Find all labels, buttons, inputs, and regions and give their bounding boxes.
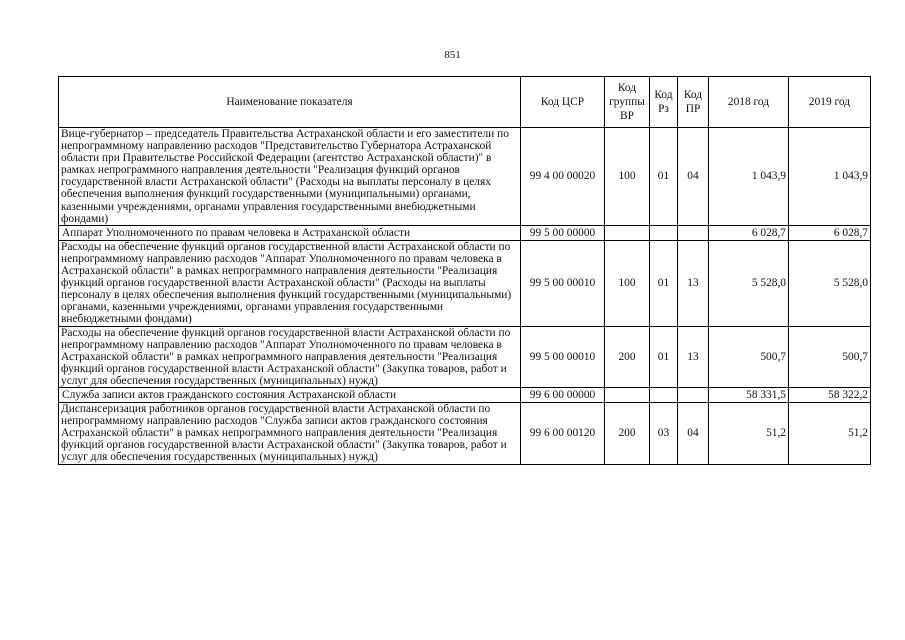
row-amount-2019: 500,7 — [789, 326, 871, 387]
column-header-name: Наименование показателя — [59, 77, 521, 128]
row-pr-code: 04 — [678, 128, 709, 226]
table-header-row — [59, 77, 871, 128]
row-rz-code — [650, 387, 678, 402]
row-csr-code: 99 5 00 00010 — [521, 240, 605, 326]
column-header-csr: Код ЦСР — [521, 77, 605, 128]
row-pr-code: 13 — [678, 326, 709, 387]
row-csr-code: 99 5 00 00000 — [521, 225, 605, 240]
row-amount-2019: 1 043,9 — [789, 128, 871, 226]
column-header-vr: Код группы ВР — [605, 77, 650, 128]
row-name: Расходы на обеспечение функций органов государственной власти Астраханской области по непрограммному направлению расходов "Аппарат Уполномоченного по правам человека в Астраханской области" в рамках непрограммного направления деятельности "Реализация функций органов государственной власти Астраханской области" (Закупка товаров, работ и услуг для обеспечения государственных (муниципальных) нужд) — [59, 326, 521, 387]
table-row — [59, 387, 871, 402]
row-amount-2019: 5 528,0 — [789, 240, 871, 326]
row-amount-2018: 1 043,9 — [709, 128, 789, 226]
row-name: Служба записи актов гражданского состояния Астраханской области — [59, 387, 521, 402]
row-pr-code: 04 — [678, 403, 709, 464]
row-name: Расходы на обеспечение функций органов государственной власти Астраханской области по непрограммному направлению расходов "Аппарат Уполномоченного по правам человека в Астраханской области" в рамках непрограммного направления деятельности "Реализация функций органов государственной власти Астраханской области" (Расходы на выплаты персоналу в целях обеспечения выполнения функций государственными (муниципальными) органами, казенными учреждениями, органами управления государственными внебюджетными фондами) — [59, 240, 521, 326]
row-name: Аппарат Уполномоченного по правам человека в Астраханской области — [59, 225, 521, 240]
table-row — [59, 128, 871, 226]
row-pr-code — [678, 387, 709, 402]
row-rz-code — [650, 225, 678, 240]
column-header-rz: Код Рз — [650, 77, 678, 128]
table-row — [59, 403, 871, 464]
row-rz-code: 01 — [650, 128, 678, 226]
row-vr-code: 200 — [605, 403, 650, 464]
row-vr-code — [605, 387, 650, 402]
row-pr-code: 13 — [678, 240, 709, 326]
column-header-2018: 2018 год — [709, 77, 789, 128]
row-csr-code: 99 6 00 00000 — [521, 387, 605, 402]
row-csr-code: 99 4 00 00020 — [521, 128, 605, 226]
row-amount-2019: 58 322,2 — [789, 387, 871, 402]
column-header-pr: Код ПР — [678, 77, 709, 128]
budget-table — [58, 76, 871, 465]
row-amount-2018: 5 528,0 — [709, 240, 789, 326]
row-csr-code: 99 5 00 00010 — [521, 326, 605, 387]
row-vr-code: 200 — [605, 326, 650, 387]
row-amount-2018: 51,2 — [709, 403, 789, 464]
table-row — [59, 240, 871, 326]
row-amount-2018: 6 028,7 — [709, 225, 789, 240]
row-vr-code: 100 — [605, 128, 650, 226]
table-row — [59, 225, 871, 240]
row-amount-2019: 6 028,7 — [789, 225, 871, 240]
row-amount-2018: 58 331,5 — [709, 387, 789, 402]
page-number: 851 — [444, 49, 461, 61]
row-pr-code — [678, 225, 709, 240]
table-row — [59, 326, 871, 387]
row-rz-code: 03 — [650, 403, 678, 464]
row-rz-code: 01 — [650, 240, 678, 326]
row-name: Диспансеризация работников органов государственной власти Астраханской области по непрограммному направлению расходов "Служба записи актов гражданского состояния Астраханской области" в рамках непрограммного направления деятельности "Реализация функций органов государственной власти Астраханской области" (Закупка товаров, работ и услуг для обеспечения государственных (муниципальных) нужд) — [59, 403, 521, 464]
row-vr-code — [605, 225, 650, 240]
row-amount-2018: 500,7 — [709, 326, 789, 387]
row-amount-2019: 51,2 — [789, 403, 871, 464]
row-rz-code: 01 — [650, 326, 678, 387]
row-vr-code: 100 — [605, 240, 650, 326]
row-csr-code: 99 6 00 00120 — [521, 403, 605, 464]
column-header-2019: 2019 год — [789, 77, 871, 128]
row-name: Вице-губернатор – председатель Правительства Астраханской области и его заместители по непрограммному направлению расходов "Представительство Губернатора Астраханской области при Правительстве Российской Федерации (агентство Астраханской области)" в рамках непрограммного направления деятельности "Реализация функций органов государственной власти Астраханской области" (Расходы на выплаты персоналу в целях обеспечения выполнения функций государственными (муниципальными) органами, казенными учреждениями, органами управления государственными внебюджетными фондами) — [59, 128, 521, 226]
